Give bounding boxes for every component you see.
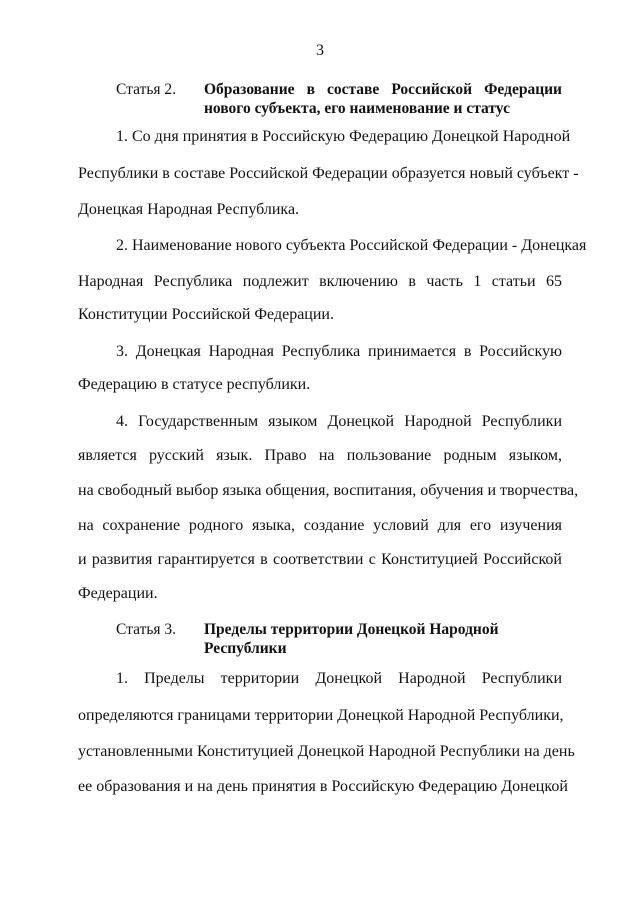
- article-2-para-1-line-3: Донецкая Народная Республика.: [78, 201, 300, 218]
- article-3-para-1-line-3: установленными Конституцией Донецкой Народной Республики на день: [78, 743, 575, 760]
- article-2-heading: [116, 80, 562, 118]
- article-2-para-4-line-4: на сохранение родного языка, создание условий для его изучения: [78, 517, 562, 534]
- article-2-para-3-line-2: Федерацию в статусе республики.: [78, 376, 311, 393]
- article-3-title-line-2: Республики: [204, 640, 287, 657]
- article-2-label: Статья 2.: [116, 81, 177, 98]
- article-3-heading: [116, 620, 562, 658]
- article-3-para-1-line-1: 1. Пределы территории Донецкой Народной Республики: [116, 670, 562, 687]
- article-2-para-2-line-2: Народная Республика подлежит включению в часть 1 статьи 65: [78, 273, 562, 290]
- page-number: 3: [316, 42, 324, 59]
- article-2-para-3-line-1: 3. Донецкая Народная Республика принимается в Российскую: [116, 343, 562, 360]
- article-3-para-1-line-4: ее образования и на день принятия в Российскую Федерацию Донецкой: [78, 778, 568, 795]
- article-2-para-2-line-3: Конституции Российской Федерации.: [78, 306, 334, 323]
- article-2-para-4-line-5: и развития гарантируется в соответствии с Конституцией Российской: [78, 551, 562, 568]
- article-2-para-4-line-1: 4. Государственным языком Донецкой Народной Республики: [116, 413, 562, 430]
- article-3-para-1-line-2: определяются границами территории Донецкой Народной Республики,: [78, 707, 564, 724]
- article-2-para-4-line-6: Федерации.: [78, 585, 158, 602]
- article-2-para-2-line-1: 2. Наименование нового субъекта Российской Федерации - Донецкая: [116, 237, 587, 254]
- article-2-para-4-line-3: на свободный выбор языка общения, воспитания, обучения и творчества,: [78, 482, 579, 499]
- article-2-para-1-line-1: 1. Со дня принятия в Российскую Федерацию Донецкой Народной: [116, 128, 571, 145]
- article-2-title-line-1: Образование в составе Российской Федерации: [204, 81, 562, 98]
- article-3-title-line-1: Пределы территории Донецкой Народной: [204, 621, 499, 638]
- article-2-title-line-2: нового субъекта, его наименование и статус: [204, 100, 510, 117]
- article-3-label: Статья 3.: [116, 621, 177, 638]
- article-2-para-1-line-2: Республики в составе Российской Федерации образуется новый субъект -: [78, 165, 579, 182]
- article-2-para-4-line-2: является русский язык. Право на пользование родным языком,: [78, 447, 562, 464]
